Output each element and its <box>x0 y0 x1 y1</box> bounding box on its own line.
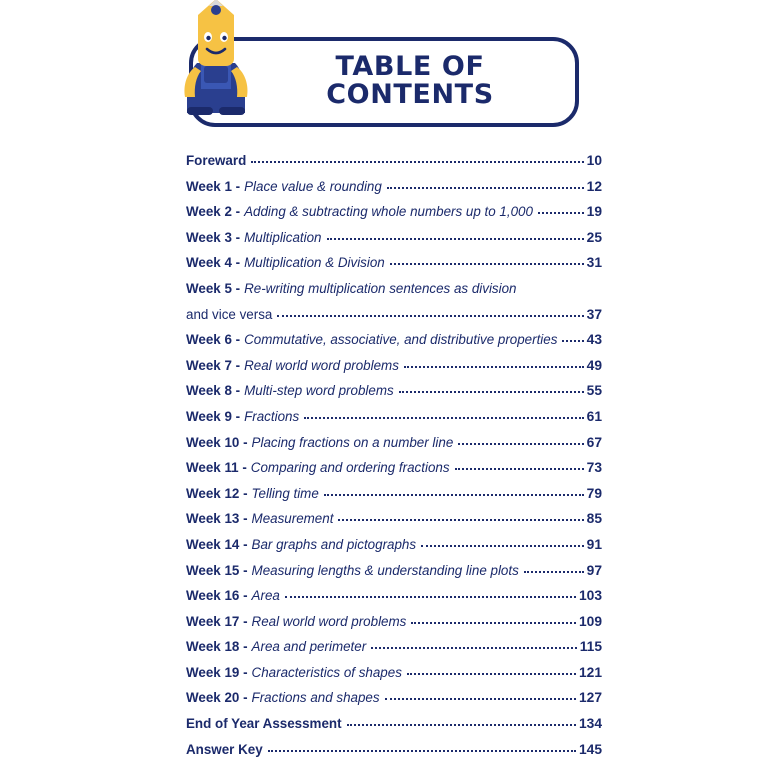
toc-entry-label: Week 14 - <box>186 536 248 552</box>
toc-leader-dots <box>347 724 576 726</box>
toc-entry[interactable] <box>186 148 602 174</box>
toc-leader-dots <box>268 750 576 752</box>
toc-entry-label: Week 1 - <box>186 178 241 194</box>
toc-leader-dots <box>304 417 583 419</box>
toc-page-number: 115 <box>579 639 602 655</box>
toc-leader-dots <box>455 468 584 470</box>
toc-entry-description: Telling time <box>251 485 319 501</box>
toc-page-number: 127 <box>578 690 602 706</box>
toc-entry-description: Multiplication & Division <box>244 255 385 271</box>
toc-list <box>186 148 602 762</box>
toc-leader-dots <box>524 571 584 573</box>
toc-leader-dots <box>327 238 584 240</box>
toc-entry-label: Week 7 - <box>186 357 241 373</box>
toc-entry-label: Week 16 - <box>186 588 248 604</box>
toc-leader-dots <box>404 366 584 368</box>
toc-entry-description: Bar graphs and pictographs <box>251 536 417 552</box>
toc-entry-label: Week 3 - <box>186 229 241 245</box>
toc-entry-label: Week 10 - <box>186 434 248 450</box>
toc-page-number: 61 <box>586 408 602 424</box>
toc-leader-dots <box>421 545 584 547</box>
toc-leader-dots <box>338 519 583 521</box>
toc-entry-label: Week 13 - <box>186 511 248 527</box>
toc-page-number: 103 <box>578 588 602 604</box>
toc-leader-dots <box>324 494 584 496</box>
toc-entry-description: Measurement <box>251 511 334 527</box>
toc-entry-description: Measuring lengths & understanding line plots <box>251 562 519 578</box>
toc-entry-description: Area and perimeter <box>251 639 367 655</box>
toc-entry[interactable] <box>186 737 602 763</box>
toc-page-number: 49 <box>586 357 602 373</box>
toc-entry[interactable] <box>186 250 602 276</box>
toc-page-number: 145 <box>578 741 602 757</box>
toc-entry-description: Comparing and ordering fractions <box>250 460 450 476</box>
toc-entry[interactable] <box>186 302 602 328</box>
toc-entry[interactable] <box>186 583 602 609</box>
toc-entry-description: Area <box>251 588 280 604</box>
toc-page-number: 43 <box>586 332 602 348</box>
toc-entry[interactable] <box>186 634 602 660</box>
header-inner <box>189 37 579 126</box>
toc-entry-description: Multi-step word problems <box>244 383 394 399</box>
toc-entry-description: Multiplication <box>244 229 322 245</box>
toc-page-number: 67 <box>586 434 602 450</box>
toc-entry[interactable] <box>186 276 602 302</box>
toc-page-number: 55 <box>586 383 602 399</box>
toc-leader-dots <box>407 673 576 675</box>
toc-entry[interactable] <box>186 199 602 225</box>
toc-leader-dots <box>371 647 577 649</box>
toc-page-number: 91 <box>586 536 602 552</box>
toc-entry-label: Week 9 - <box>186 408 241 424</box>
toc-entry[interactable] <box>186 455 602 481</box>
toc-entry[interactable] <box>186 660 602 686</box>
toc-entry-label: Week 6 - <box>186 332 241 348</box>
toc-entry[interactable] <box>186 430 602 456</box>
toc-page-number: 121 <box>578 664 602 680</box>
toc-entry[interactable] <box>186 174 602 200</box>
toc-leader-dots <box>458 443 583 445</box>
page-header <box>0 28 768 136</box>
toc-entry-description: Place value & rounding <box>244 178 382 194</box>
toc-page-number: 37 <box>586 306 602 322</box>
toc-entry[interactable] <box>186 558 602 584</box>
toc-leader-dots <box>411 622 576 624</box>
toc-entry[interactable] <box>186 353 602 379</box>
toc-page-number: 10 <box>586 153 602 168</box>
toc-entry-label: Week 20 - <box>186 690 248 706</box>
toc-page-number: 97 <box>586 562 602 578</box>
toc-entry[interactable] <box>186 327 602 353</box>
toc-entry[interactable] <box>186 378 602 404</box>
pencil-mascot-icon <box>171 0 263 115</box>
toc-page-number: 73 <box>586 460 602 476</box>
toc-page-number: 134 <box>578 716 602 732</box>
toc-page-number: 19 <box>586 204 602 220</box>
toc-leader-dots <box>387 187 584 189</box>
toc-entry-label: Week 11 - <box>186 460 247 476</box>
toc-entry-description: Fractions <box>244 408 300 424</box>
toc-leader-dots <box>385 698 576 700</box>
toc-entry[interactable] <box>186 711 602 737</box>
toc-entry-label: End of Year Assessment <box>186 716 342 732</box>
toc-leader-dots <box>399 391 584 393</box>
toc-page-number: 85 <box>586 511 602 527</box>
toc-entry-description: Re-writing multiplication sentences as division <box>244 280 517 296</box>
toc-entry-label: Answer Key <box>186 741 263 757</box>
toc-entry-description: Adding & subtracting whole numbers up to 1,000 <box>244 204 533 220</box>
toc-entry-description: Real world word problems <box>251 613 407 629</box>
toc-entry[interactable] <box>186 404 602 430</box>
toc-leader-dots <box>251 161 583 163</box>
toc-entry-description: Real world word problems <box>244 357 399 373</box>
toc-entry-label: Week 5 - <box>186 280 241 296</box>
toc-entry-label: Week 12 - <box>186 485 248 501</box>
toc-entry-label: Week 18 - <box>186 639 248 655</box>
toc-entry-description: Characteristics of shapes <box>251 664 402 680</box>
toc-entry-label: Week 17 - <box>186 613 248 629</box>
toc-entry-label: Week 19 - <box>186 664 248 680</box>
toc-entry-label: Week 15 - <box>186 562 248 578</box>
toc-entry-label: and vice versa <box>186 306 273 322</box>
toc-page-number: 25 <box>586 229 602 245</box>
toc-entry-description: Commutative, associative, and distributive properties <box>244 332 558 348</box>
toc-page-number: 79 <box>586 485 602 501</box>
toc-leader-dots <box>538 212 584 214</box>
toc-entry[interactable] <box>186 609 602 635</box>
toc-leader-dots <box>285 596 576 598</box>
toc-entry-description: Placing fractions on a number line <box>251 434 454 450</box>
toc-leader-dots <box>390 263 584 265</box>
page-title-line-1: TABLE OF <box>335 51 485 83</box>
toc-entry-label: Week 2 - <box>186 204 241 220</box>
toc-entry[interactable] <box>186 481 602 507</box>
toc-entry[interactable] <box>186 532 602 558</box>
page-title-line-2: CONTENTS <box>326 79 494 110</box>
toc-leader-dots <box>562 340 583 342</box>
toc-page-number: 12 <box>586 178 602 194</box>
toc-page-number: 31 <box>586 255 602 271</box>
toc-entry-label: Foreward <box>186 153 247 168</box>
toc-entry[interactable] <box>186 225 602 251</box>
toc-entry[interactable] <box>186 685 602 711</box>
toc-entry[interactable] <box>186 506 602 532</box>
toc-entry-label: Week 8 - <box>186 383 241 399</box>
toc-leader-dots <box>277 315 583 317</box>
toc-entry-label: Week 4 - <box>186 255 241 271</box>
toc-entry-description: Fractions and shapes <box>251 690 380 706</box>
toc-page-number: 109 <box>578 613 602 629</box>
